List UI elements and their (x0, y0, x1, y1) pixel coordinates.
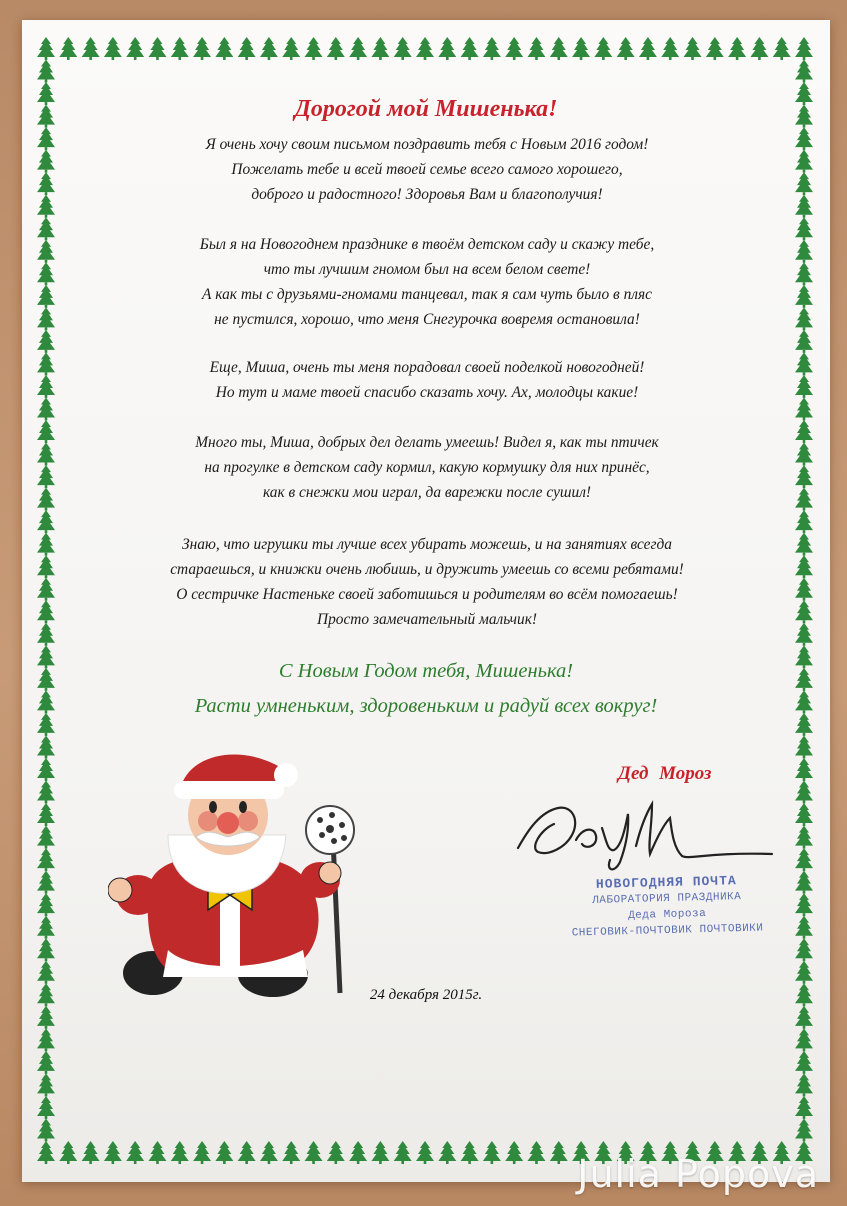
letter-line: на прогулке в детском саду кормил, какую кормушку для них принёс, (204, 459, 650, 476)
stamp-line: НОВОГОДНЯЯ ПОЧТА (595, 873, 737, 892)
letter-line: Просто замечательный мальчик! (316, 611, 538, 628)
letter-paragraph-3 (82, 355, 772, 405)
letter-line: Много ты, Миша, добрых дел делать умеешь! Видел я, как ты птичек (195, 434, 659, 451)
post-stamp (561, 872, 773, 941)
handwritten-signature (510, 790, 780, 880)
letter-line: не пустился, хорошо, что меня Снегурочка вовремя остановила! (214, 311, 640, 328)
letter-greeting: Дорогой мой Мишенька! (294, 96, 558, 122)
letter-line: Знаю, что игрушки ты лучше всех убирать можешь, и на занятиях всегда (182, 536, 672, 553)
letter-line: Но тут и маме твоей спасибо сказать хочу. Ах, молодцы какие! (215, 384, 639, 401)
letter-line: О сестричке Настеньке своей заботишься и родителям во всём помогаешь! (176, 586, 678, 603)
sender-name: Дед Мороз (618, 763, 712, 784)
letter-paragraph-5 (82, 532, 772, 632)
letter-paragraph-4 (82, 430, 772, 505)
stamp-line: Деда Мороза (628, 907, 707, 923)
photographer-watermark: Julia Popova (577, 1152, 819, 1196)
letter-date: 24 декабря 2015г. (369, 987, 483, 1003)
letter-line: Пожелать тебе и всей твоей семье всего самого хорошего, (231, 161, 623, 178)
new-year-wish: С Новым Годом тебя, Мишенька! (278, 660, 574, 682)
letter-line: Еще, Миша, очень ты меня порадовал своей поделкой новогодней! (209, 359, 645, 376)
letter-line: стараешься, и книжки очень любишь, и дружить умеешь со всеми ребятами! (170, 561, 684, 578)
letter-line: А как ты с друзьями-гномами танцевал, так я сам чуть было в пляс (202, 286, 652, 303)
growth-wish: Расти умненьким, здоровеньким и радуй всех вокруг! (194, 695, 658, 717)
letter-line: Был я на Новогоднем празднике в твоём детском саду и скажу тебе, (199, 236, 655, 253)
letter-line: доброго и радостного! Здоровья Вам и благополучия! (251, 186, 603, 203)
letter-line: что ты лучшим гномом был на всем белом свете! (263, 261, 591, 278)
letter-line: Я очень хочу своим письмом поздравить тебя с Новым 2016 годом! (205, 136, 649, 153)
letter-paper (22, 20, 830, 1182)
letter-paragraph-2 (82, 232, 772, 332)
letter-line: как в снежки мои играл, да варежки после сушил! (262, 484, 592, 501)
santa-claus-illustration (108, 745, 358, 1005)
stamp-line: СНЕГОВИК-ПОЧТОВИК ПОЧТОВИКИ (571, 922, 764, 940)
letter-paragraph-1 (82, 132, 772, 207)
stamp-line: ЛАБОРАТОРИЯ ПРАЗДНИКА (592, 891, 742, 907)
